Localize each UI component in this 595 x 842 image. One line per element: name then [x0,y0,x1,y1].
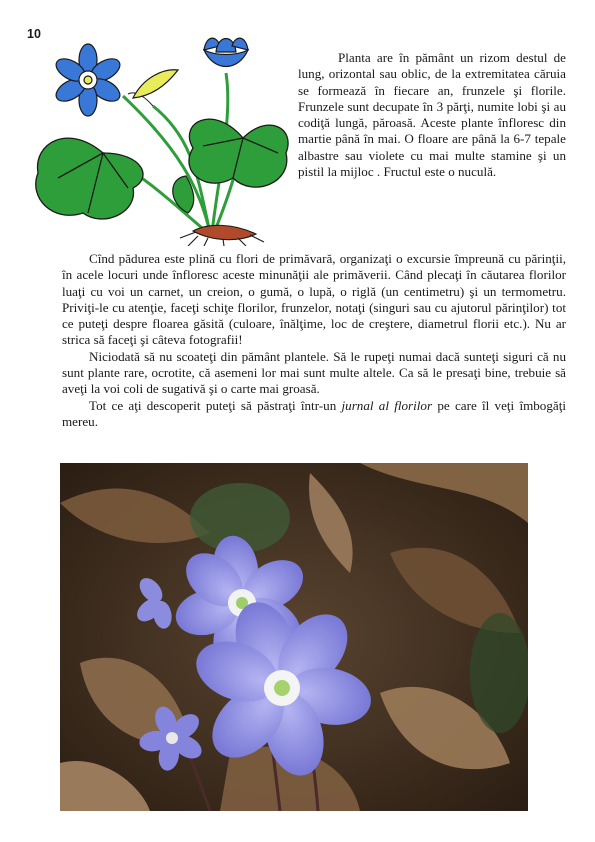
journal-title: jurnal al florilor [341,397,433,413]
intro-text: Planta are în pământ un rizom destul de lung, orizontal sau oblic, de la extremitatea căruia se formează în fiecare an, frunzele şi florile. Frunzele sunt decupate în 3 părţi, numite lobi şi au codiţă lungă, păroasă. Aceste plante înfloresc din martie până în mai. O floare are până la 6-7 tepale albastre sau violete cu mai multe stamine şi un pistil la mijloc . Fructul este o nuculă. [298,50,566,180]
hepatica-photo [60,463,528,811]
paragraph-excursion: Cînd pădurea este plină cu flori de primăvară, organizaţi o excursie împreună cu părinţii, în acele locuri unde înfloresc aceste minunăţii ale primăverii. Când plecaţi în căutarea florilor luaţi cu voi un carnet, un creion, o gumă, o lupă, o riglă (un centimetru) şi un termometru. Priviţi-le cu atenţie, faceţi schiţe florilor, frunzelor, notaţi (singuri sau cu ajutorul părinţilor) tot ce puteţi despre floarea găsită (culoare, înălţime, loc de creştere, diametrul florii etc.). Nu ar strica să faceţi şi câteva fotografii! [62,251,566,348]
intro-paragraph [298,50,566,180]
paragraph-journal [62,398,566,431]
journal-text-after: pe care îl veţi îmbogăţi mereu. [62,397,566,429]
leaf-right [189,119,288,187]
flower-bud [128,70,178,106]
journal-text-before: Tot ce aţi descoperit puteţi să păstraţi într-un [89,397,342,413]
open-flower [52,44,123,116]
main-text [62,251,566,430]
paragraph-protection: Niciodată să nu scoateţi din pământ plantele. Să le rupeţi numai dacă sunteţi siguri că nu sunt plante rare, ocrotite, că asemeni lor mai sunt multe altele. Ca să le presaţi bine, trebuie să aveţi la voi coli de sugativă şi o carte mai groasă. [62,348,566,397]
hepatica-illustration [28,28,293,246]
leaf-left [36,138,143,219]
page-number: 10 [27,27,41,41]
photo-scene [60,463,528,811]
side-flower [204,38,248,66]
rhizome [180,225,264,246]
